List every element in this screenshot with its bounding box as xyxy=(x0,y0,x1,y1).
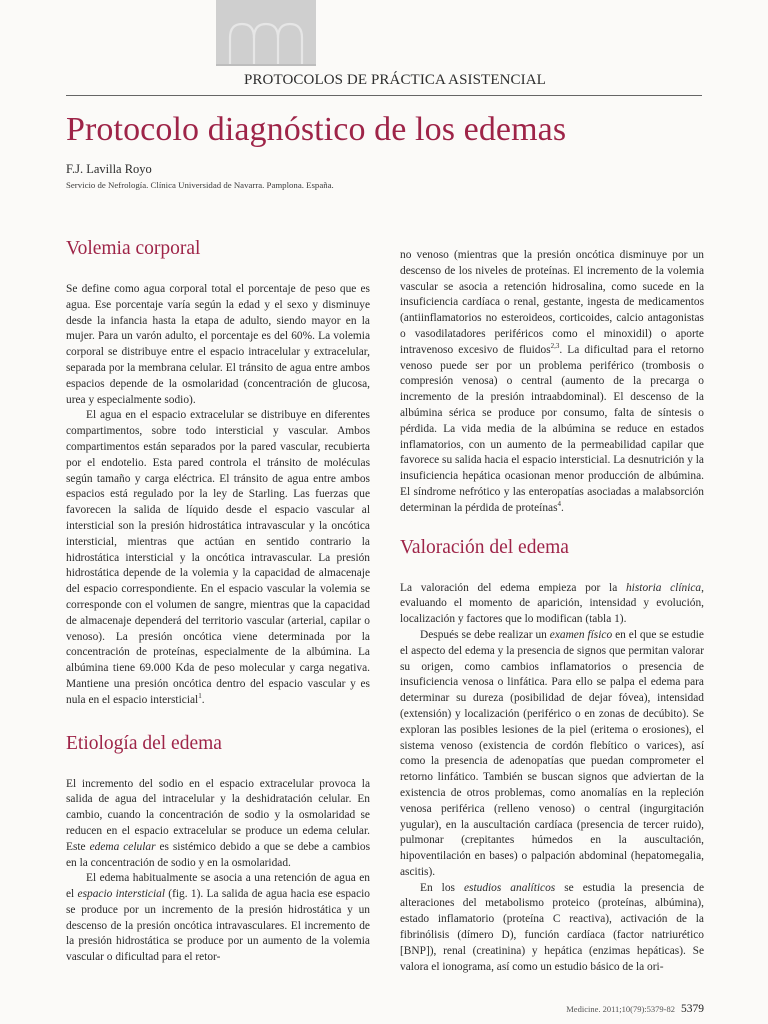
author-affiliation: Servicio de Nefrología. Clínica Universidad de Navarra. Pamplona. España. xyxy=(66,180,334,190)
page-number: 5379 xyxy=(681,1003,704,1015)
reference-mark: 4 xyxy=(557,499,562,508)
left-column xyxy=(66,238,370,966)
page-footer xyxy=(566,1003,704,1015)
journal-citation: Medicine. 2011;10(79):5379-82 xyxy=(566,1004,675,1014)
paragraph: no venoso (mientras que la presión oncótica disminuye por un descenso de los niveles de proteínas. El incremento de la volemia vascular se asocia a retención hidrosalina, como sucede en la insuficiencia cardíaca o renal, gestante, ingesta de medicamentos (antiinflamatorios no esteroideos, corticoides, calcio antagonistas o vasodilatadores periféricos como el minoxidil) o aporte intravenoso excesivo de fluidos$^{2,3}$. La dificultad para el retorno venoso puede ser por un problema periférico (trombosis o compresión venosa) o central (aumento de la precarga o incremento de la presión intraabdominal). El descenso de la albúmina sérica se produce por consumo, falta de síntesis o pérdida. La vida media de la albúmina se reduce en estados inflamatorios, con un aumento de la permeabilidad capilar que favorece su salida hacia el espacio intersticial. La desnutrición y la insuficiencia hepática ocasionan menor producción de albúmina. El síndrome nefrótico y las enteropatías asociadas a malabsorción determinan la pérdida de proteínas$^4$. xyxy=(400,249,704,514)
article-title: Protocolo diagnóstico de los edemas xyxy=(66,111,567,148)
header-rule xyxy=(216,64,316,66)
section-heading-etiologia: Etiología del edema xyxy=(66,732,222,754)
series-title: PROTOCOLOS DE PRÁCTICA ASISTENCIAL xyxy=(244,72,546,88)
section-heading-valoracion: Valoración del edema xyxy=(400,536,569,558)
article-author: F.J. Lavilla Royo xyxy=(66,162,152,176)
right-column xyxy=(400,248,704,975)
paragraph: La valoración del edema empieza por la historia clínica, evaluando el momento de aparición, intensidad y evolución, localización y factores que lo modifican (tabla 1). xyxy=(400,581,704,626)
paragraph: El agua en el espacio extracelular se distribuye en diferentes compartimentos, sobre todo intersticial y vascular. Ambos compartimentos están separados por la pared vascular, recubierta por el endotelio. Esta pared controla el tránsito de moléculas según tamaño y carga eléctrica. El tránsito de agua entre ambos espacios está regulado por la ley de Starling. Las fuerzas que favorecen la salida de líquido desde el espacio vascular al intersticial son la presión hidrostática intravascular y la oncótica intersticial, mientras que actúan en sentido contrario la hidrostática intersticial y la oncótica intravascular. La presión hidrostática depende de la volemia y la capacidad de almacenaje del espacio correspondiente. En el espacio vascular la volemia se corresponde con el volumen de sangre, mientras que la capacidad de almacenaje dependerá del territorio vascular (arterial, capilar o venoso). La presión oncótica viene determinada por la concentración de proteínas, especialmente de la albúmina. La albúmina tiene 69.000 Kda de peso molecular y carga negativa. Mantiene una presión oncótica dentro del espacio vascular y es nula en el espacio intersticial$^1$. xyxy=(66,409,370,706)
paragraph: El incremento del sodio en el espacio extracelular provoca la salida de agua del intracelular y la deshidratación celular. En cambio, cuando la concentración de sodio y la osmolaridad se reducen en el espacio extracelular se produce un edema celular. Este edema celular es sistémico debido a que se debe a cambios en la concentración de sodio y en la osmolaridad. xyxy=(66,777,370,869)
series-rule xyxy=(66,95,702,96)
paragraph: Se define como agua corporal total el porcentaje de peso que es agua. Ese porcentaje varía según la edad y el sexo y disminuye desde la infancia hasta la etapa de adulto, siendo mayor en la mujer. Para un varón adulto, el porcentaje es del 60%. La volemia corporal se distribuye entre el espacio intracelular y extracelular, separada por la membrana celular. El tránsito de agua entre ambos espacios depende de la osmolaridad (concentración de glucosa, urea y especialmente sodio). xyxy=(66,283,370,406)
paragraph: En los estudios analíticos se estudia la presencia de alteraciones del metabolismo proteico (proteínas, albúmina), estado inflamatorio (proteína C reactiva), activación de la fibrinólisis (dímero D), función cardíaca (factor natriurético [BNP]), renal (creatinina) y hepática (enzimas hepáticas). Se valora el ionograma, así como un estudio básico de la ori- xyxy=(400,881,704,973)
paragraph: El edema habitualmente se asocia a una retención de agua en el espacio intersticial (fig. 1). La salida de agua hacia ese espacio se produce por un incremento de la presión hidrostática y un descenso de la presión oncótica intravasculares. El incremento de la presión hidrostática se produce por un aumento de la volemia vascular o dificultad para el retor- xyxy=(66,872,370,964)
section-heading-volemia: Volemia corporal xyxy=(66,238,201,259)
reference-mark: 1 xyxy=(198,691,202,700)
journal-logo-icon xyxy=(216,0,316,64)
paragraph: Después se debe realizar un examen físico en el que se estudie el aspecto del edema y la presencia de signos que permitan valorar su origen, como cambios inflamatorios o presencia de insuficiencia venosa o linfática. Para ello se palpa el edema para determinar su dureza (posibilidad de dejar fóvea), intensidad (extensión) y localización (periférico o en zonas de decúbito). Se exploran las posibles lesiones de la piel (eritema o erosiones), el sistema venoso (existencia de cordón flebítico o varices), así como la presencia de adenopatías que puedan comprometer el retorno linfático. También se buscan signos que adviertan de la existencia de otros problemas, como anomalías en la repleción venosa periférica (relleno venoso) o central (ingurgitación yugular), en la auscultación cardíaca (presencia de tercer ruido), pulmonar (crepitantes húmedos en la auscultación, hipoventilación en bases) o palpación abdominal (hepatomegalia, ascitis). xyxy=(400,628,704,878)
reference-mark: 2,3 xyxy=(550,341,560,350)
